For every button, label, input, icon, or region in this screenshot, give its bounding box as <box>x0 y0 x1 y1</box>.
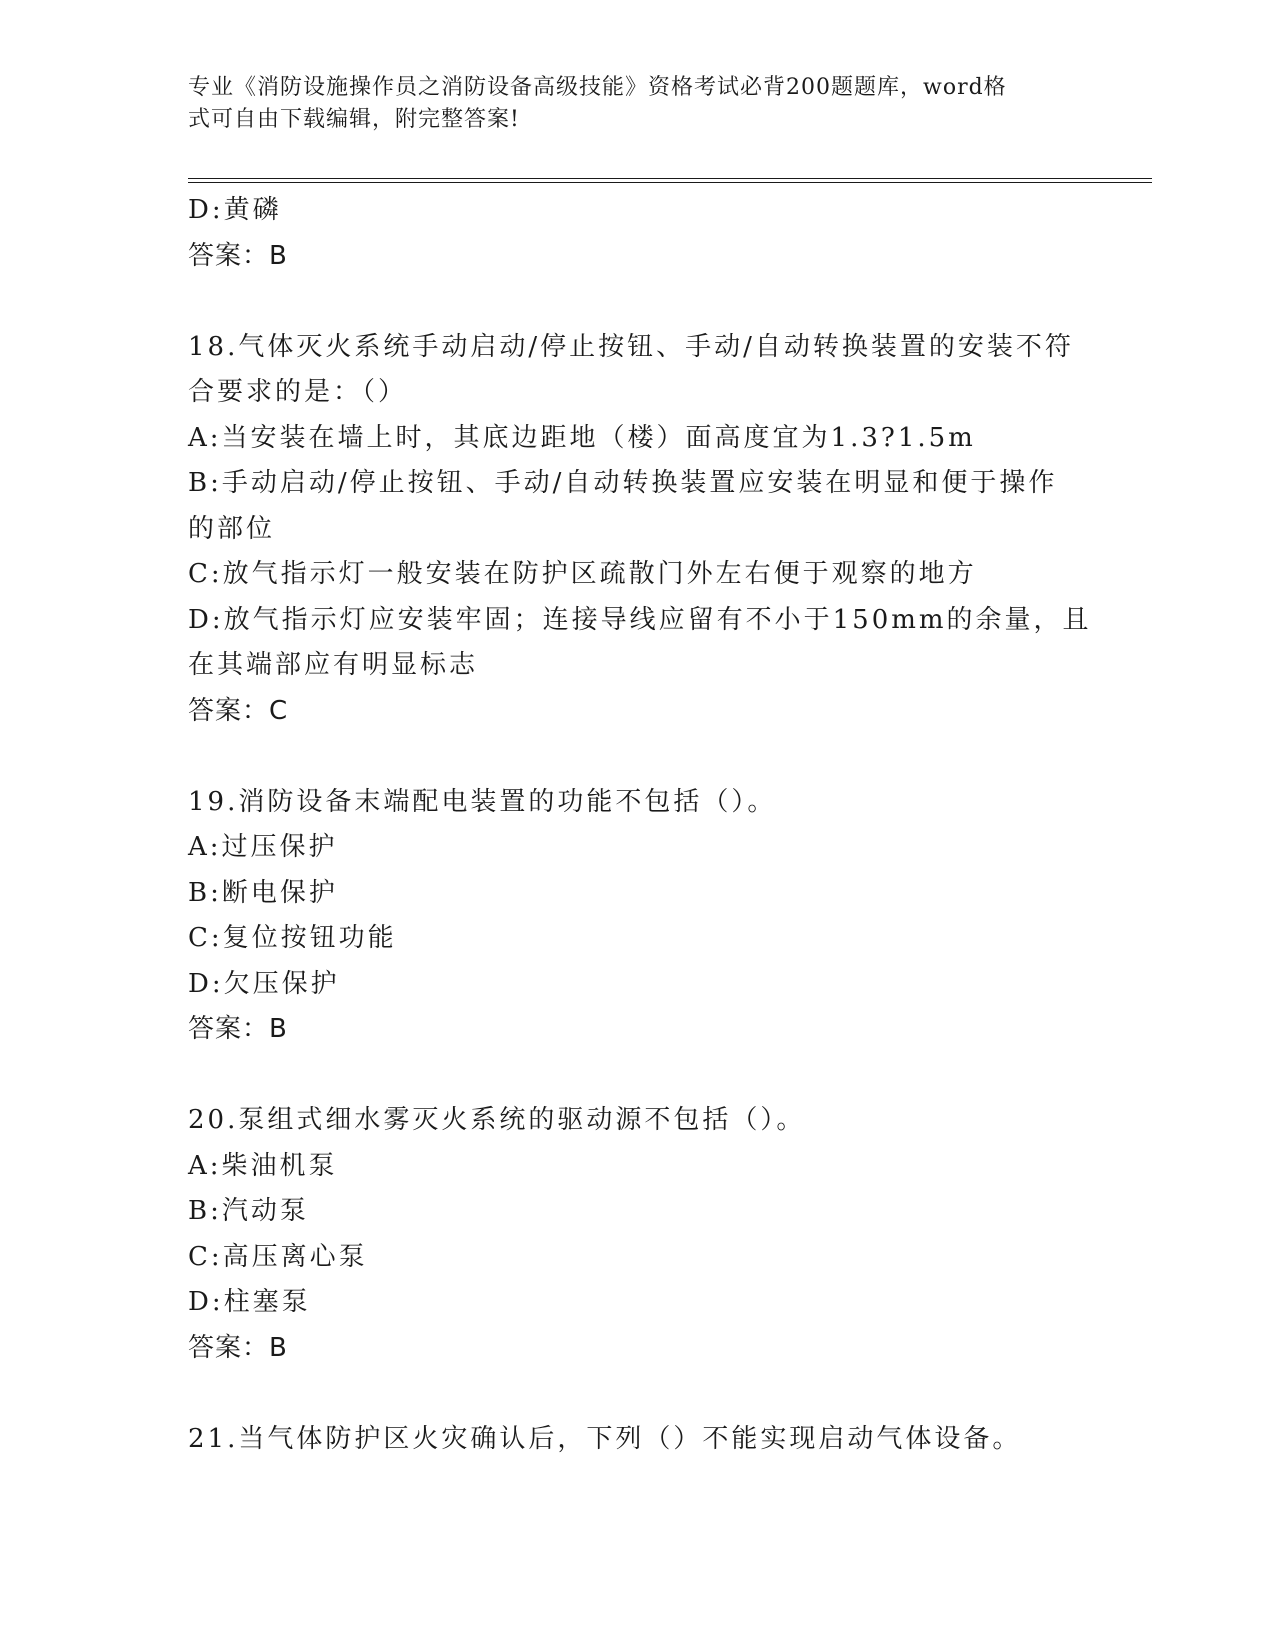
question-20 <box>188 1098 1088 1371</box>
option-a: A:柴油机泵 <box>188 1150 338 1181</box>
question-19 <box>188 780 1088 1053</box>
spacer <box>188 279 1088 325</box>
header-divider-top <box>188 178 1152 179</box>
answer-line: 答案：C <box>188 695 289 726</box>
question-stem: 18.气体灭火系统手动启动/停止按钮、手动/自动转换装置的安装不符 <box>188 331 1074 362</box>
question-17-tail <box>188 188 1088 279</box>
question-21 <box>188 1417 1088 1463</box>
option-a: A:当安装在墙上时，其底边距地（楼）面高度宜为1.3?1.5m <box>188 422 976 453</box>
option-d-continued: 在其端部应有明显标志 <box>188 650 479 680</box>
header-line-2: 式可自由下载编辑，附完整答案! <box>188 107 520 132</box>
option-d: D:欠压保护 <box>188 968 340 999</box>
spacer <box>188 1053 1088 1099</box>
option-c: C:高压离心泵 <box>188 1241 368 1272</box>
option-d: D:柱塞泵 <box>188 1287 311 1317</box>
option-d: D:放气指示灯应安装牢固；连接导线应留有不小于150mm的余量，且 <box>188 604 1092 635</box>
option-b-continued: 的部位 <box>188 513 276 544</box>
header-divider-bottom <box>188 182 1152 183</box>
question-stem-continued: 合要求的是：（） <box>188 377 408 407</box>
option-b: B:断电保护 <box>188 877 338 908</box>
document-header <box>188 72 1088 136</box>
option-b: B:汽动泵 <box>188 1196 309 1226</box>
option-b: B:手动启动/停止按钮、手动/自动转换装置应安装在明显和便于操作 <box>188 468 1058 498</box>
question-stem: 20.泵组式细水雾灭火系统的驱动源不包括（）。 <box>188 1105 806 1135</box>
option-c: C:复位按钮功能 <box>188 923 397 953</box>
question-stem: 19.消防设备末端配电装置的功能不包括（）。 <box>188 786 777 817</box>
answer-line: 答案：B <box>188 240 288 271</box>
question-stem: 21.当气体防护区火灾确认后，下列（）不能实现启动气体设备。 <box>188 1423 1022 1454</box>
answer-line: 答案：B <box>188 1014 288 1044</box>
option-d: D:黄磷 <box>188 195 282 225</box>
header-line-1: 专业《消防设施操作员之消防设备高级技能》资格考试必背200题题库，word格 <box>188 75 1007 100</box>
document-body <box>188 188 1092 1462</box>
option-a: A:过压保护 <box>188 832 338 862</box>
option-c: C:放气指示灯一般安装在防护区疏散门外左右便于观察的地方 <box>188 559 977 589</box>
question-18 <box>188 325 1092 735</box>
spacer <box>188 1371 1088 1417</box>
spacer <box>188 734 1088 780</box>
answer-line: 答案：B <box>188 1332 288 1363</box>
